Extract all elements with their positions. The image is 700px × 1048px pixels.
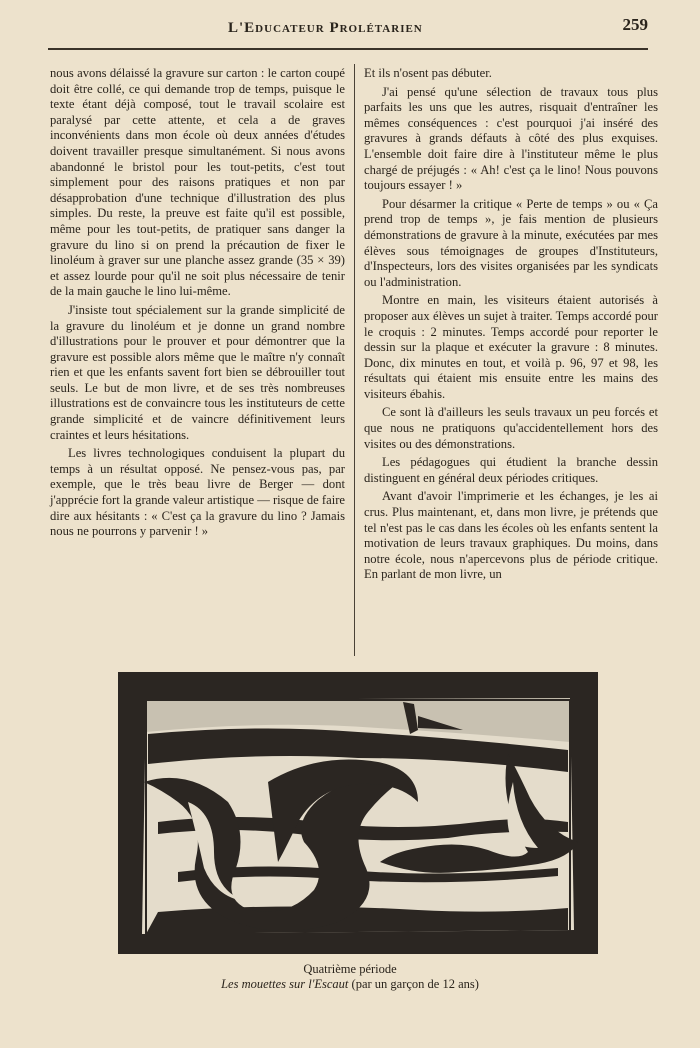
left-column <box>50 66 345 543</box>
paragraph: Et ils n'osent pas débuter. <box>364 66 492 80</box>
paragraph: Avant d'avoir l'imprimerie et les échanges, je les ai crus. Plus maintenant, et, dans mon livre, je prétends que tel n'est pas le cas dans les écoles où les enfants sentent la motivation de leurs travaux graphiques. Du moins, dans notre école, nous n'apercevons plus de période critique. En parlant de mon livre, un <box>364 489 658 582</box>
page-number: 259 <box>622 15 648 34</box>
page-header <box>48 12 648 50</box>
paragraph: Pour désarmer la critique « Perte de temps » ou « Ça prend trop de temps », je fais mention de plusieurs démonstrations de gravure à la minute, exécutées par mes élèves sous témoignages de groupes d'Instituteurs, d'Inspecteurs, lors des visites organisées par les syndicats ou l'administration. <box>364 196 658 289</box>
paragraph: Les livres technologiques conduisent la plupart du temps à un résultat opposé. Ne pensez-vous pas, par exemple, que le très beau livre de Berger — dont j'apprécie fort la grande valeur artistique — risque de faire dire aux hésitants : « C'est ça la gravure du lino ? Jamais nous ne pourrons y parvenir ! » <box>50 446 345 539</box>
right-column <box>364 66 658 586</box>
paragraph: Ce sont là d'ailleurs les seuls travaux un peu forcés et que nous ne pratiquons qu'accidentellement hors des visites ou des démonstrations. <box>364 405 658 451</box>
paragraph: Montre en main, les visiteurs étaient autorisés à proposer aux élèves un sujet à traiter. Temps accordé pour le croquis : 2 minutes. Temps accordé pour reporter le dessin sur la plaque et exécuter la gravure : 8 minutes. Donc, dix minutes en tout, et voilà p. 96, 97 et 98, les résultats qui étaient mis ensuite entre les mains des visiteurs ébahis. <box>364 293 658 401</box>
caption-title-rest: (par un garçon de 12 ans) <box>348 977 479 991</box>
caption-title-italic: Les mouettes sur l'Escaut <box>221 977 349 991</box>
journal-title: L'Educateur Prolétarien <box>228 20 423 36</box>
paragraph: J'ai pensé qu'une sélection de travaux tous plus parfaits les uns que les autres, risquait d'entraîner les mêmes conséquences : c'est pourquoi j'ai inséré des gravures à grands défauts à côté des plus exquises. L'ensemble doit faire dire à l'instituteur même le plus chargé de préjugés : « Ah! c'est ça le lino! Nous pouvons toujours essayer ! » <box>364 84 658 193</box>
paragraph: J'insiste tout spécialement sur la grande simplicité de la gravure du linoléum et je donne un grand nombre d'illustrations pour le prouver et pour démontrer que la gravure est possible alors même que le maître n'y connaît rien et que les enfants savent fort bien se débrouiller tout seuls. Le but de mon livre, et de ses très nombreuses illustrations est de convaincre tous les instituteurs de cette grande simplicité et de vaincre définitivement leurs craintes et leurs hésitations. <box>50 302 345 442</box>
figure-caption <box>0 962 700 992</box>
paragraph: Les pédagogues qui étudient la branche dessin distinguent en général deux périodes critiques. <box>364 455 658 485</box>
paragraph: nous avons délaissé la gravure sur carton : le carton coupé doit être collé, ce qui demande trop de temps, puisque le texte étant déjà composé, tout le travail scolaire est paralysé par cette attente, et cela a de graves inconvénients dans mon école où deux années d'études doivent travailler presque simultanément. Si nous avons abandonné le bristol pour les tout-petits, c'est tout simplement pour des raisons pratiques et non par désapprobation d'une technique d'illustration des plus simples. Du reste, la preuve est faite qu'il est possible, même pour les tout-petits, de pratiquer sans danger la gravure du lino si on prend la précaution de fixer le linoléum à graver sur une planche assez grande (35 × 39) et assez lourde pour qu'il ne soit plus nécessaire de tenir de la main gauche le lino lui-même. <box>50 66 345 299</box>
column-divider <box>354 64 355 656</box>
caption-period: Quatrième période <box>303 962 397 976</box>
linocut-seagulls-image <box>118 672 598 954</box>
caption-title <box>0 977 700 992</box>
